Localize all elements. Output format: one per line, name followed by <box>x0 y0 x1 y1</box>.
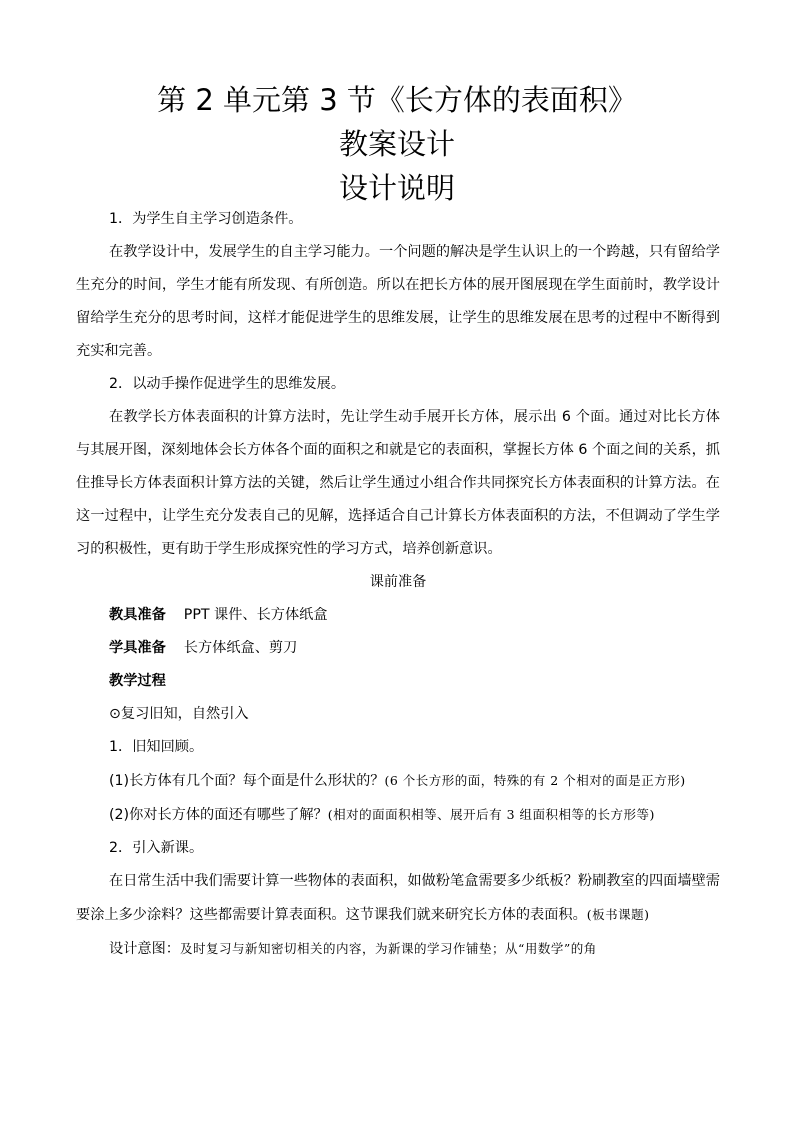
teacher-prep <box>76 599 720 632</box>
design-intent <box>76 932 720 966</box>
step-heading: 1．旧知回顾。 <box>109 739 204 755</box>
intro-paragraph <box>76 865 720 932</box>
student-prep-items: 长方体纸盒、剪刀 <box>183 640 298 656</box>
intro-text: 在日常生活中我们需要计算一些物体的表面积，如做粉笔盒需要多少纸板？粉刷教室的四面墙壁需要涂上多少涂料？这些都需要计算表面积。这节课我们就来研究长方体的表面积。 <box>76 873 720 923</box>
question <box>76 798 720 832</box>
prep-heading: 课前准备 <box>369 574 427 590</box>
question-text: (2)你对长方体的面还有哪些了解？ <box>109 807 328 823</box>
process-section: ⊙复习旧知，自然引入 <box>109 706 249 722</box>
question-text: (1)长方体有几个面？每个面是什么形状的？ <box>109 773 385 789</box>
document-title <box>0 78 794 210</box>
design-point-text: 在教学设计中，发展学生的自主学习能力。一个问题的解决是学生认识上的一个跨越，只有留给学生充分的时间，学生才能有所发现、有所创造。所以在把长方体的展开图展现在学生面前时，教学设计留给学生充分的思考时间，这样才能促进学生的思维发展，让学生的思维发展在思考的过程中不断得到充实和完善。 <box>76 244 720 359</box>
board-note: (板书课题) <box>586 907 650 922</box>
question <box>76 764 720 798</box>
step-heading: 2．引入新课。 <box>109 840 204 856</box>
process-heading: 教学过程 <box>109 673 166 689</box>
answer-note: (相对的面面积相等、展开后有 3 组面积相等的长方形等) <box>327 807 655 822</box>
design-intent-text: 及时复习与新知密切相关的内容，为新课的学习作铺垫；从“用数学”的角 <box>179 941 597 956</box>
document-body <box>76 203 720 966</box>
plan-title: 教案设计 <box>338 127 455 161</box>
teacher-prep-label: 教具准备 <box>109 607 166 623</box>
design-point-heading: 2．以动手操作促进学生的思维发展。 <box>109 376 346 392</box>
lesson-title: 第 2 单元第 3 节《长方体的表面积》 <box>157 83 637 117</box>
design-point-text: 在教学长方体表面积的计算方法时，先让学生动手展开长方体，展示出 6 个面。通过对比长方体与其展开图，深刻地体会长方体各个面的面积之和就是它的表面积，掌握长方体 6 个面之间的关系，抓住推导长方体表面积计算方法的关键，然后让学生通过小组合作共同探究长方体表面积的计算方法。在这一过程中，让学生充分发表自己的见解，选择适合自己计算长方体表面积的方法，不但调动了学生学习的积极性，更有助于学生形成探究性的学习方式，培养创新意识。 <box>76 409 720 557</box>
design-intent-label: 设计意图： <box>109 941 180 957</box>
design-point-heading: 1．为学生自主学习创造条件。 <box>109 211 303 227</box>
student-prep-label: 学具准备 <box>109 640 166 656</box>
design-notes-title: 设计说明 <box>338 171 455 205</box>
answer-note: (6 个长方形的面，特殊的有 2 个相对的面是正方形) <box>384 773 686 788</box>
student-prep <box>76 632 720 665</box>
teacher-prep-items: PPT 课件、长方体纸盒 <box>183 607 328 623</box>
